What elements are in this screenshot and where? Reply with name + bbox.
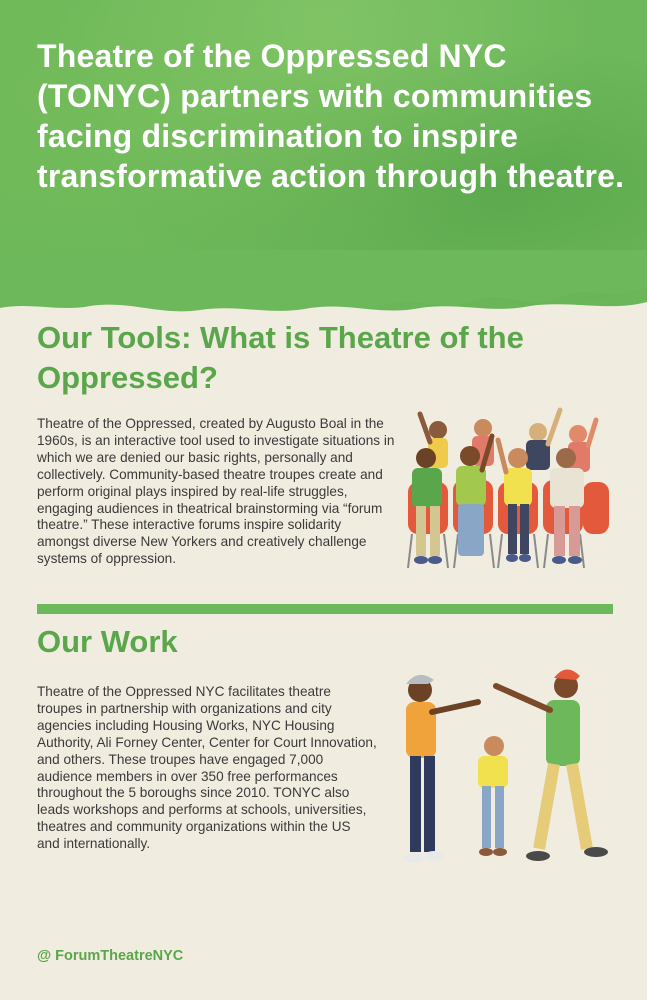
work-heading: Our Work xyxy=(37,624,178,659)
work-body: Theatre of the Oppressed NYC facilitates theatre troupes in partnership with organizations and city agencies including Housing Works, NYC Housing Authority, Ali Forney Center, Center for Court Innovation, and others. These troupes have engaged 7,000 audience members in over 350 free performances throughout the 5 boroughs since 2010. TONYC also leads workshops and performs at schools, universities, theatres and community organizations within the US and internationally. xyxy=(37,684,377,852)
hero-banner xyxy=(0,0,647,312)
hero-title: Theatre of the Oppressed NYC (TONYC) partners with communities facing discrimination to inspire transformative action through theatre. xyxy=(37,38,625,194)
audience-illustration xyxy=(398,400,612,574)
section-divider xyxy=(37,604,613,614)
actors-illustration xyxy=(398,662,618,874)
brush-edge xyxy=(0,250,647,320)
social-handle[interactable]: @ ForumTheatreNYC xyxy=(37,948,184,964)
tools-body: Theatre of the Oppressed, created by Augusto Boal in the 1960s, is an interactive tool used to investigate situations in which we are denied our basic rights, personally and collectively. Community-based theatre troupes create and perform original plays inspired by real-life struggles, engaging audiences in theatrical brainstorming via “forum theatre.” These interactive forums inspire solidarity amongst diverse New Yorkers and creatively challenge systems of oppression. xyxy=(37,416,395,567)
tools-heading: Our Tools: What is Theatre of the Oppressed? xyxy=(37,320,524,395)
